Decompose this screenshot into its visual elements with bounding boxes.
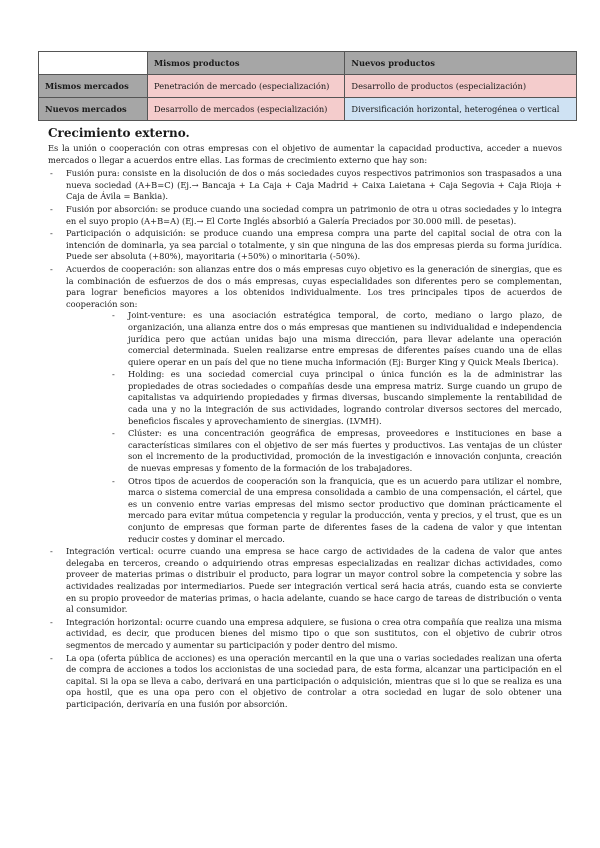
section-title: Crecimiento externo.	[48, 126, 190, 140]
table-row	[39, 98, 577, 121]
column-header: Mismos productos	[148, 52, 345, 75]
table-cell: Diversificación horizontal, heterogénea o vertical	[345, 98, 577, 121]
table-header-row	[39, 52, 577, 75]
item-text: consiste en la disolución de dos o más sociedades cuyos respectivos patrimonios son traspasados a una nueva sociedad (A+B=C) (Ej.→ Bancaja + La Caja + Caja Madrid + Caixa Laietana + Caja Segovia + Caja Rioja + Caja de Ávila = Bankia).	[66, 168, 562, 202]
sub-list-item	[128, 476, 562, 546]
section-content	[48, 126, 562, 712]
table-cell: Desarrollo de mercados (especialización)	[148, 98, 345, 121]
item-label: Joint-venture:	[128, 310, 186, 321]
sub-list-item	[128, 428, 562, 474]
ansoff-matrix-table	[38, 51, 577, 121]
item-label: Holding:	[128, 369, 165, 380]
row-header: Mismos mercados	[39, 75, 148, 98]
list-item	[66, 617, 562, 652]
item-label: Integración vertical:	[66, 546, 154, 557]
item-label: Clúster:	[128, 428, 162, 439]
list-item	[66, 228, 562, 263]
item-text: Otros tipos de acuerdos de cooperación son la franquicia, que es un acuerdo para utilizar el nombre, marca o sistema comercial de una empresa consolidada a cambio de una compensación, el cártel, que es un convenio entre varias empresas del mismo sector productivo que dominan prácticamente el mercado para evitar mútua competencia y regular la producción, venta y precios, y el trust, que es un conjunto de empresas que forman parte de diferentes fases de la cadena de valor y que intentan reducir costes y dominar el mercado.	[128, 475, 562, 544]
item-text: ocurre cuando una empresa adquiere, se fusiona o crea otra compañía que realiza una misma actividad, es decir, que producen bienes del mismo tipo o que son sustitutos, con el objetivo de cubrir otros segmentos de mercado y aumentar su participación y poder dentro del mismo.	[66, 616, 562, 650]
table-corner-cell	[39, 52, 148, 75]
item-text: son alianzas entre dos o más empresas cuyo objetivo es la generación de sinergias, que es la combinación de esfuerzos de dos o más empresas, cuyas especialidades son diferentes pero se complementan, para lograr beneficios mayores a los obtenidos individualmente. Los tres principales tipos de acuerdos de cooperación son:	[66, 263, 562, 309]
item-text: ocurre cuando una empresa se hace cargo de actividades de la cadena de valor que antes delegaba en terceros, creando o adquiriendo otras empresas especializadas en realizar dichas actividades, como proveer de materias primas o distribuir el producto, para lograr un mayor control sobre la competencia y sobre las actividades realizadas por intermediarios. Puede ser integración vertical será hacia atrás, cuando esta se convierte en su propio proveedor de materias primas, o hacia adelante, cuando se hace cargo de tareas de distribución o venta al consumidor.	[66, 546, 562, 615]
list-item	[66, 264, 562, 545]
item-text: La opa (oferta pública de acciones) es una operación mercantil en la que una o varias sociedades realizan una oferta de compra de acciones a todos los accionistas de una sociedad para, de esta forma, alcanzar una participación en el capital. Si la opa se lleva a cabo, derivará en una participación o adquisición, mientras que si lo que se realiza es una opa hostil, que es una opa pero con el objetivo de controlar a otra sociedad en lugar de solo obtener una participación, derivaría en una fusión por absorción.	[66, 652, 562, 709]
list-item	[66, 204, 562, 227]
item-text: es una asociación estratégica temporal, de corto, mediano o largo plazo, de organización, una alianza entre dos o más empresas que mantienen su individualidad e independencia jurídica pero que actúan unidas bajo una misma dirección, para llevar adelante una operación comercial determinada. Suelen realizarse entre empresas de diferentes países cuando una de ellas quiere operar en un país del que no tiene mucha información (Ej: Burger King y Quick Meals Iberica).	[128, 310, 562, 367]
row-header: Nuevos mercados	[39, 98, 148, 121]
section-intro: Es la unión o cooperación con otras empresas con el objetivo de aumentar la capacidad productiva, acceder a nuevos mercados o llegar a acuerdos entre ellas. Las formas de crecimiento externo que hay son:	[48, 143, 562, 165]
table-row	[39, 75, 577, 98]
item-text: es una concentración geográfica de empresas, proveedores e instituciones en base a características similares con el objetivo de ser más fuertes y productivos. Las ventajas de un clúster son el incremento de la productividad, promoción de la investigación e innovación conjunta, creación de nuevas empresas y fomento de la formación de los trabajadores.	[128, 428, 562, 474]
list-item	[66, 653, 562, 711]
item-text: es una sociedad comercial cuya principal o única función es la de administrar las propiedades de otras sociedades o compañías desde una empresa matriz. Surge cuando un grupo de capitalistas va adquiriendo propiedades y firmas diversas, buscando simplemente la rentabilidad de cada una y no la integración de sus actividades, logrando controlar diversos sectores del mercado, beneficios fiscales y aprovechamiento de sinergias. (LVMH).	[128, 369, 562, 426]
item-label: Acuerdos de cooperación:	[66, 263, 176, 274]
list-item	[66, 168, 562, 203]
sub-list-item	[128, 310, 562, 368]
growth-forms-list	[48, 168, 562, 710]
item-label: Integración horizontal:	[66, 616, 163, 627]
cooperation-types-list	[66, 310, 562, 545]
column-header: Nuevos productos	[345, 52, 577, 75]
item-label: Participación o adquisición:	[66, 228, 186, 239]
item-label: Fusión pura:	[66, 168, 120, 179]
sub-list-item	[128, 369, 562, 427]
item-text: se produce cuando una sociedad compra un patrimonio de otra u otras sociedades y lo integra en el suyo propio (A+B=A) (Ej.→ El Corte Inglés absorbió a Galería Preciados por 30.000 mill. de pesetas).	[66, 203, 563, 226]
table-cell: Desarrollo de productos (especialización)	[345, 75, 577, 98]
item-label: Fusión por absorción:	[66, 203, 159, 214]
list-item	[66, 546, 562, 616]
table-cell: Penetración de mercado (especialización)	[148, 75, 345, 98]
item-text: se produce cuando una empresa compra una parte del capital social de otra con la intención de dominarla, ya sea parcial o totalmente, y sin que ninguna de las dos empresas pierda su forma jurídica. Puede ser absoluta (+80%), mayoritaria (+50%) o minoritaria (-50%).	[66, 228, 562, 262]
